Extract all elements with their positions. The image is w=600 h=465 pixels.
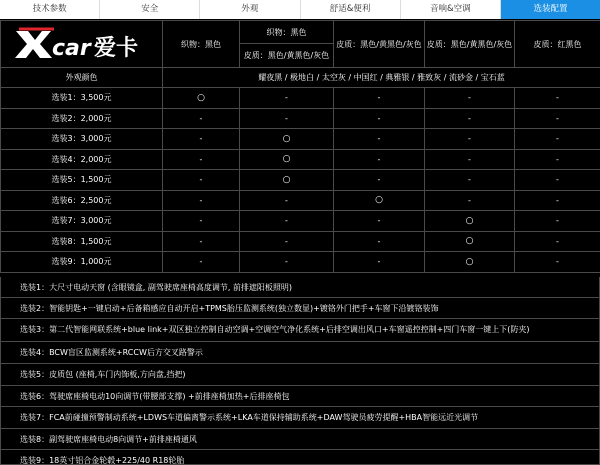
option-label: 选装1：3,500元 xyxy=(1,88,163,109)
option-cell: - xyxy=(334,149,425,170)
option-label: 选装8：1,500元 xyxy=(1,231,163,252)
tab-exterior[interactable]: 外观 xyxy=(200,0,300,19)
option-label: 选装5：1,500元 xyxy=(1,170,163,191)
option-cell: - xyxy=(240,211,334,232)
option-cell: - xyxy=(515,231,600,252)
option-cell: ○ xyxy=(425,252,515,273)
tab-tech-specs[interactable]: 技术参数 xyxy=(0,0,100,19)
option-row xyxy=(1,252,600,273)
option-cell: - xyxy=(515,129,600,150)
option-cell: ○ xyxy=(425,211,515,232)
svg-text:car: car xyxy=(52,36,91,61)
tab-bar xyxy=(0,0,600,19)
option-cell: - xyxy=(515,190,600,211)
option-cell: ○ xyxy=(425,231,515,252)
option-label: 选装6：2,500元 xyxy=(1,190,163,211)
option-cell: ○ xyxy=(163,88,240,109)
option-cell: - xyxy=(425,149,515,170)
option-row xyxy=(1,149,600,170)
option-cell: - xyxy=(425,129,515,150)
option-cell: - xyxy=(334,231,425,252)
option-cell: ○ xyxy=(240,170,334,191)
option-cell: - xyxy=(425,108,515,129)
option-note: 选装1：大尺寸电动天窗 (含眼镜盒, 副驾驶席座椅高度调节, 前排遮阳板照明) xyxy=(0,277,600,298)
option-cell: - xyxy=(515,88,600,109)
xcar-logo xyxy=(14,24,146,64)
option-label: 选装2：2,000元 xyxy=(1,108,163,129)
logo-text: 爱卡 xyxy=(94,36,139,61)
option-cell: - xyxy=(334,211,425,232)
option-cell: - xyxy=(515,149,600,170)
option-note: 选装8：副驾驶席座椅电动8向调节+前排座椅通风 xyxy=(0,429,600,450)
option-cell: - xyxy=(163,108,240,129)
option-cell: - xyxy=(163,170,240,191)
col-header-4: 皮质：黑色/黄黑色/灰色 xyxy=(425,21,515,68)
xcar-logo-mark xyxy=(14,25,146,63)
option-label: 选装3：3,000元 xyxy=(1,129,163,150)
option-note: 选装3：第二代智能网联系统+blue link+双区独立控制自动空调+空调空气净化系统+后排空调出风口+车窗遥控控制+四门车窗一键上下(防夹) xyxy=(0,319,600,342)
option-cell: - xyxy=(425,170,515,191)
option-note: 选装6：驾驶席座椅电动10向调节(带腰部支撑) +前排座椅加热+后排座椅包 xyxy=(0,386,600,407)
option-cell: - xyxy=(334,108,425,129)
option-row xyxy=(1,190,600,211)
option-cell: - xyxy=(163,252,240,273)
option-cell: - xyxy=(240,252,334,273)
option-cell: - xyxy=(163,129,240,150)
option-row xyxy=(1,129,600,150)
option-label: 选装7：3,000元 xyxy=(1,211,163,232)
option-cell: - xyxy=(240,108,334,129)
col-header-2-top: 织物：黑色 xyxy=(240,21,334,44)
option-cell: - xyxy=(163,190,240,211)
option-row xyxy=(1,211,600,232)
option-cell: - xyxy=(515,211,600,232)
option-cell: - xyxy=(240,190,334,211)
option-note: 选装4：BCW盲区监测系统+RCCW后方交叉路警示 xyxy=(0,342,600,364)
option-note: 选装2：智能钥匙+一键启动+后备箱感应自动开启+TPMS胎压监测系统(独立数显)+镀铬外门把手+车窗下沿镀铬装饰 xyxy=(0,298,600,319)
col-header-3: 皮质：黑色/黄黑色/灰色 xyxy=(334,21,425,68)
option-cell: ○ xyxy=(334,190,425,211)
option-row xyxy=(1,170,600,191)
tab-options[interactable]: 选装配置 xyxy=(501,0,600,19)
option-cell: - xyxy=(163,149,240,170)
option-note: 选装5：皮质包 (座椅,车门内饰板,方向盘,挡把) xyxy=(0,364,600,386)
option-cell: - xyxy=(240,231,334,252)
option-cell: - xyxy=(425,190,515,211)
exterior-color-values: 耀夜黑 / 极地白 / 太空灰 / 中国红 / 典雅银 / 雅致灰 / 流砂金 / 宝石蓝 xyxy=(163,68,600,88)
tab-safety[interactable]: 安全 xyxy=(100,0,200,19)
col-header-5: 皮质：红黑色 xyxy=(515,21,600,68)
option-row xyxy=(1,88,600,109)
exterior-color-label: 外观颜色 xyxy=(1,68,163,88)
option-cell: - xyxy=(425,88,515,109)
option-cell: - xyxy=(334,170,425,191)
option-cell: - xyxy=(515,252,600,273)
option-cell: ○ xyxy=(240,129,334,150)
option-note: 选装9：18英寸铝合金轮毂+225/40 R18轮胎 xyxy=(0,450,600,465)
option-note: 选装7：FCA前碰撞预警制动系统+LDWS车道偏离警示系统+LKA车道保持辅助系统+DAW驾驶员疲劳提醒+HBA智能远近光调节 xyxy=(0,407,600,429)
option-cell: - xyxy=(163,211,240,232)
option-cell: - xyxy=(334,88,425,109)
option-row xyxy=(1,231,600,252)
tab-audio-ac[interactable]: 音响&空调 xyxy=(401,0,501,19)
col-header-1: 织物：黑色 xyxy=(163,21,240,68)
option-cell: - xyxy=(240,88,334,109)
option-label: 选装9：1,000元 xyxy=(1,252,163,273)
option-row xyxy=(1,108,600,129)
option-cell: - xyxy=(334,129,425,150)
option-cell: - xyxy=(334,252,425,273)
exterior-color-row xyxy=(1,68,600,88)
option-cell: - xyxy=(163,231,240,252)
option-cell: - xyxy=(515,170,600,191)
option-cell: ○ xyxy=(240,149,334,170)
option-label: 选装4：2,000元 xyxy=(1,149,163,170)
col-header-2-bottom: 皮质：黑色/黄黑色/灰色 xyxy=(240,44,334,68)
tab-comfort[interactable]: 舒适&便利 xyxy=(301,0,401,19)
option-cell: - xyxy=(515,108,600,129)
